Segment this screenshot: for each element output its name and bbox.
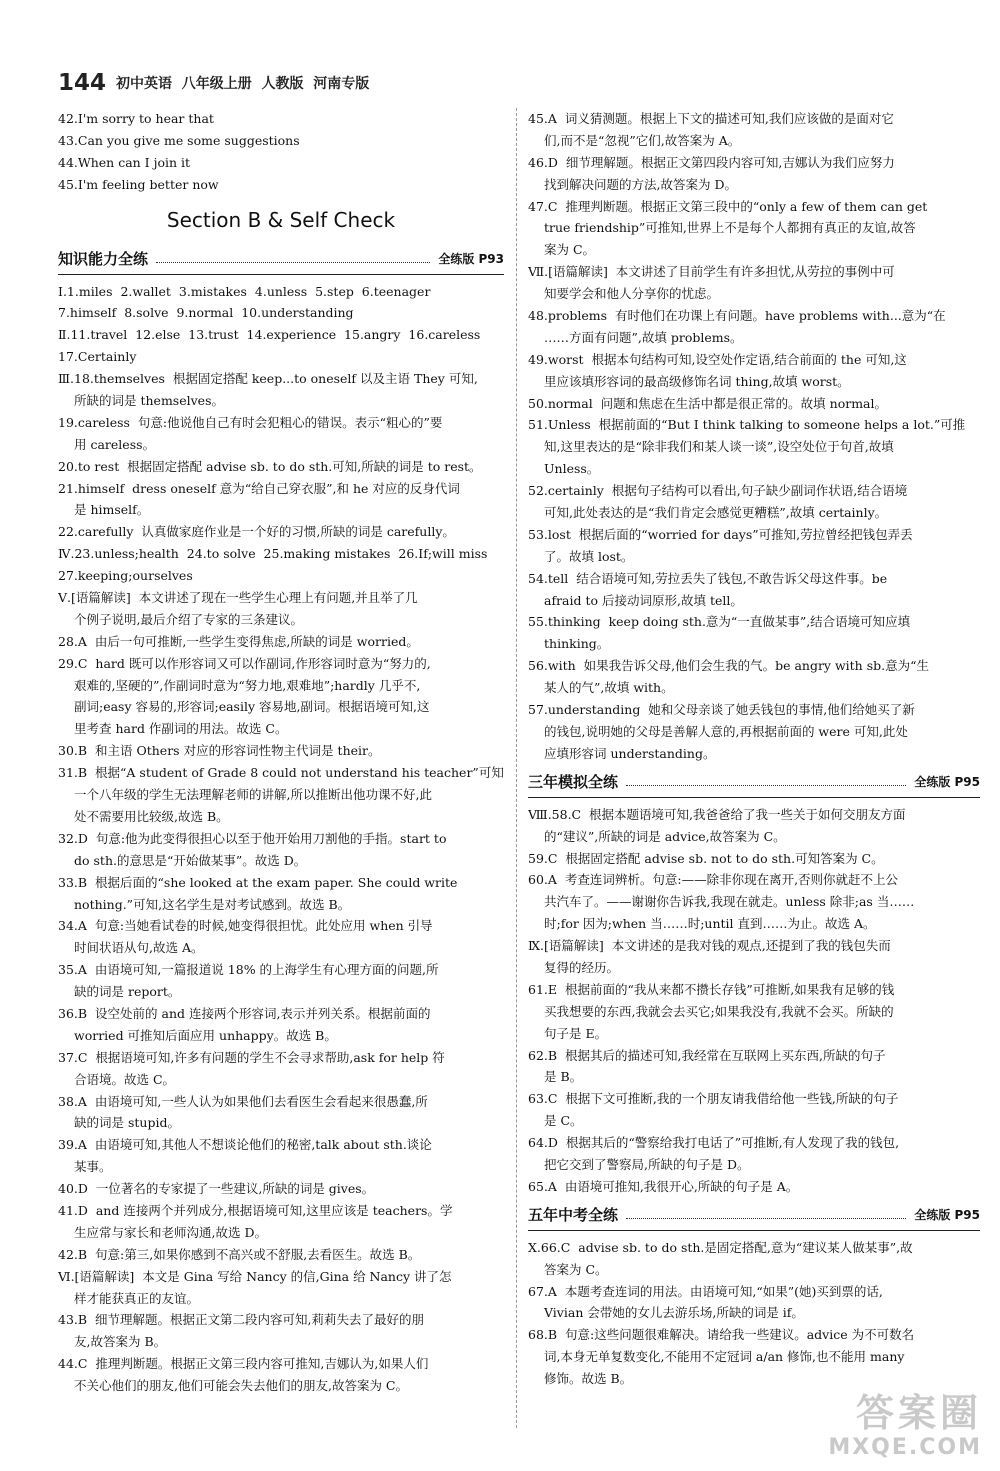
text-line: Ⅶ.[语篇解读] 本文讲述了目前学生有许多担忧,从劳拉的事例中可	[528, 264, 895, 280]
text-line: 个例子说明,最后介绍了专家的三条建议。	[74, 611, 303, 627]
text-line: 可知,此处表达的是“我们肯定会感觉更糟糕”,故填 certainly。	[544, 505, 888, 521]
text-line: 缺的词是 stupid。	[74, 1115, 180, 1131]
text-line: 33.B 根据后面的“she looked at the exam paper. She could write	[58, 874, 458, 890]
text-line: Ⅵ.[语篇解读] 本文是 Gina 写给 Nancy 的信,Gina 给 Nancy 讲了怎	[58, 1268, 452, 1284]
text-line: Ⅰ.1.miles 2.wallet 3.mistakes 4.unless 5.step 6.teenager	[58, 283, 431, 299]
left-column	[58, 108, 504, 1397]
text-line: 50.normal 问题和焦虑在生活中都是很正常的。故填 normal。	[528, 395, 888, 411]
text-line: 里应该填形容词的最高级修饰名词 thing,故填 worst。	[544, 373, 850, 389]
subheading-ref: 全练版 P93	[438, 251, 504, 266]
text-line: 词,本身无单复数变化,不能用不定冠词 a/an 修饰,也不能用 many	[544, 1349, 905, 1365]
text-line: 了。故填 lost。	[544, 548, 634, 564]
watermark	[828, 1391, 982, 1461]
text-line: 复得的经历。	[544, 959, 620, 975]
text-line: Unless。	[544, 461, 600, 477]
top-answers	[58, 108, 504, 196]
subheading-ref: 全练版 P95	[914, 774, 980, 789]
text-line: 知,这里表达的是“除非我们和某人谈一谈”,设空处位于句首,故填	[544, 439, 894, 455]
text-line: 的“建议”,所缺的词是 advice,故答案为 C。	[544, 828, 786, 844]
text-line: do sth.的意思是“开始做某事”。故选 D。	[74, 852, 307, 868]
text-line: 29.C hard 既可以作形容词又可以作副词,作形容词时意为“努力的,	[58, 655, 431, 671]
text-line: afraid to 后接动词原形,故填 tell。	[544, 592, 743, 608]
text-line: 应填形容词 understanding。	[544, 745, 716, 761]
column-divider	[516, 108, 517, 1428]
text-line: 17.Certainly	[58, 349, 137, 365]
text-line: 22.carefully 认真做家庭作业是一个好的习惯,所缺的词是 carefully。	[58, 524, 455, 540]
text-line: 修饰。故选 B。	[544, 1371, 633, 1387]
text-line: 49.worst 根据本句结构可知,设空处作定语,结合前面的 the 可知,这	[528, 351, 907, 367]
text-line: 某事。	[74, 1159, 112, 1175]
text-line: 60.A 考查连词辨析。句意:——除非你现在离开,否则你就赶不上公	[528, 872, 899, 888]
text-line: 找到解决问题的方法,故答案为 D。	[544, 176, 737, 192]
dotted-leader	[626, 1218, 906, 1219]
text-line: 里考查 hard 作副词的用法。故选 C。	[74, 721, 288, 737]
text-line: 35.A 由语境可知,一篇报道说 18% 的上海学生有心理方面的问题,所	[58, 962, 439, 978]
text-line: 7.himself 8.solve 9.normal 10.understanding	[58, 305, 354, 321]
text-line: 63.C 根据下文可推断,我的一个朋友请我借给他一些钱,所缺的句子	[528, 1091, 899, 1107]
text-line: 是 B。	[544, 1069, 583, 1085]
text-line: 56.with 如果我告诉父母,他们会生我的气。be angry with sb.意为“生	[528, 658, 929, 674]
text-line: 41.D and 连接两个并列成分,根据语境可知,这里应该是 teachers。学	[58, 1202, 453, 1218]
text-line: 39.A 由语境可知,其他人不想谈论他们的秘密,talk about sth.谈论	[58, 1137, 432, 1153]
text-line: 把它交到了警察局,所缺的句子是 D。	[544, 1156, 750, 1172]
text-line: 45.A 词义猜测题。根据上下文的描述可知,我们应该做的是面对它	[528, 111, 894, 126]
text-line: 艰难的,坚硬的”,作副词时意为“努力地,艰难地”;hardly 几乎不,	[74, 677, 421, 693]
text-line: 用 careless。	[74, 436, 156, 452]
text-line: Ⅷ.58.C 根据本题语境可知,我爸爸给了我一些关于如何交朋友方面	[528, 806, 906, 822]
subheading-name: 五年中考全练	[528, 1205, 619, 1224]
text-line: 38.A 由语境可知,一些人认为如果他们去看医生会看起来很愚蠢,所	[58, 1093, 428, 1109]
text-line: Ⅳ.23.unless;health 24.to solve 25.making mistakes 26.If;will miss	[58, 546, 488, 562]
subheading-five-year	[528, 1200, 980, 1231]
text-line: 不关心他们的朋友,他们可能会失去他们的朋友,故答案为 C。	[74, 1378, 408, 1394]
text-line: 44.C 推理判断题。根据正文第三段内容可推知,吉娜认为,如果人们	[58, 1356, 429, 1372]
subheading-name: 三年模拟全练	[528, 772, 619, 791]
text-line: 59.C 根据固定搭配 advise sb. not to do sth.可知答案为 C。	[528, 850, 884, 866]
text-line: 生应常与家长和老师沟通,故选 D。	[74, 1224, 267, 1240]
text-line: 知要学会和他人分享你的忧虑。	[544, 286, 720, 302]
text-line: 32.D 句意:他为此变得很担心以至于他开始用刀割他的手指。start to	[58, 830, 447, 846]
section-title: Section B & Self Check	[166, 207, 396, 232]
text-line: 57.understanding 她和父母亲谈了她丢钱包的事情,他们给她买了新	[528, 702, 915, 718]
text-line: 64.D 根据其后的“警察给我打电话了”可推断,有人发现了我的钱包,	[528, 1135, 900, 1151]
text-line: 67.A 本题考查连词的用法。由语境可知,“如果”(她)买到票的话,	[528, 1283, 883, 1299]
text-line: 某人的气”,故填 with。	[544, 680, 674, 696]
text-line: 52.certainly 根据句子结构可以看出,句子缺少副词作状语,结合语境	[528, 483, 908, 499]
text-line: 65.A 由语境可推知,我很开心,所缺的句子是 A。	[528, 1178, 799, 1194]
text-line: 案为 C。	[544, 242, 596, 258]
text-line: 53.lost 根据后面的“worried for days”可推知,劳拉曾经把钱包弄丢	[528, 526, 913, 542]
text-line: 是 himself。	[74, 502, 150, 518]
text-line: 62.B 根据其后的描述可知,我经常在互联网上买东西,所缺的句子	[528, 1047, 886, 1063]
answer-lines	[58, 281, 504, 1397]
text-line: Ⅴ.[语篇解读] 本文讲述了现在一些学生心理上有问题,并且举了几	[58, 590, 418, 606]
watermark-main: 答案圈	[855, 1391, 982, 1435]
text-line: 46.D 细节理解题。根据正文第四段内容可知,吉娜认为我们应努力	[528, 154, 895, 170]
text-line: 30.B 和主语 Others 对应的形容词性物主代词是 their。	[58, 743, 381, 759]
text-line: Ⅱ.11.travel 12.else 13.trust 14.experience 15.angry 16.careless	[58, 327, 481, 343]
text-line: 19.careless 句意:他说他自己有时会犯粗心的错误。表示“粗心的”要	[58, 414, 443, 430]
subheading-ref: 全练版 P95	[914, 1207, 980, 1222]
text-line: 68.B 句意:这些问题很难解决。请给我一些建议。advice 为不可数名	[528, 1327, 915, 1343]
text-line: ……方面有问题”,故填 problems。	[544, 329, 743, 345]
text-line: 合语境。故选 C。	[74, 1071, 176, 1087]
dotted-leader	[626, 785, 906, 786]
answer-block-2	[528, 804, 980, 1198]
text-line: 们,而不是“忽视”它们,故答案为 A。	[544, 132, 741, 148]
text-line: worried 可推知后面应用 unhappy。故选 B。	[74, 1027, 337, 1043]
text-line: 36.B 设空处前的 and 连接两个形容词,表示并列关系。根据前面的	[58, 1005, 431, 1021]
text-line: 42.I'm sorry to hear that	[58, 111, 214, 126]
text-line: 时;for 因为;when 当……时;until 直到……为止。故选 A。	[544, 916, 876, 932]
text-line: true friendship”可推知,世界上不是每个人都拥有真正的友谊,故答	[544, 220, 916, 236]
text-line: nothing.”可知,这名学生是对考试感到。故选 B。	[74, 896, 351, 912]
text-line: 40.D 一位著名的专家提了一些建议,所缺的词是 gives。	[58, 1181, 375, 1197]
page-header	[58, 66, 369, 100]
text-line: Ⅹ.66.C advise sb. to do sth.是固定搭配,意为“建议某人做某事”,故	[528, 1239, 913, 1255]
text-line: 处不需要用比较级,故选 B。	[74, 808, 229, 824]
text-line: 21.himself dress oneself 意为“给自己穿衣服”,和 he 对应的反身代词	[58, 480, 460, 496]
text-line: 句子是 E。	[544, 1025, 608, 1041]
text-line: 34.A 句意:当她看试卷的时候,她变得很担忧。此处应用 when 引导	[58, 918, 433, 934]
text-line: 37.C 根据语境可知,许多有问题的学生不会寻求帮助,ask for help 符	[58, 1049, 445, 1065]
text-line: thinking。	[544, 636, 610, 652]
text-line: 副词;easy 容易的,形容词;easily 容易地,副词。根据语境可知,这	[74, 699, 430, 715]
text-line: 是 C。	[544, 1113, 583, 1129]
text-line: 20.to rest 根据固定搭配 advise sb. to do sth.可知,所缺的词是 to rest。	[58, 458, 482, 474]
watermark-url: MXQE.COM	[828, 1435, 982, 1460]
text-line: 28.A 由后一句可推断,一些学生变得焦虑,所缺的词是 worried。	[58, 633, 419, 649]
text-line: 43.B 细节理解题。根据正文第二段内容可知,莉莉失去了最好的朋	[58, 1312, 424, 1328]
text-line: 缺的词是 report。	[74, 984, 181, 1000]
text-line: 48.problems 有时他们在功课上有问题。have problems with...意为“在	[528, 308, 946, 324]
text-line: 44.When can I join it	[58, 154, 191, 170]
text-line: 的钱包,说明她的父母是善解人意的,再根据前面的 were 可知,此处	[544, 723, 908, 739]
text-line: 47.C 推理判断题。根据正文第三段中的“only a few of them can get	[528, 198, 928, 214]
text-line: 42.B 句意:第三,如果你感到不高兴或不舒服,去看医生。故选 B。	[58, 1246, 421, 1262]
subheading-name: 知识能力全练	[58, 249, 149, 268]
text-line: 共汽车了。——谢谢你告诉我,我现在就走。unless 除非;as 当……	[544, 894, 915, 910]
text-line: 61.E 根据前面的“我从来都不攒长存钱”可推断,如果我有足够的钱	[528, 981, 895, 997]
text-line: 答案为 C。	[544, 1261, 608, 1277]
dotted-leader	[156, 262, 430, 263]
text-line: 31.B 根据“A student of Grade 8 could not understand his teacher”可知	[58, 765, 504, 781]
text-line: Ⅲ.18.themselves 根据固定搭配 keep...to oneself 以及主语 They 可知,	[58, 371, 478, 387]
text-line: 51.Unless 根据前面的“But I think talking to someone helps a lot.”可推	[528, 417, 966, 433]
text-line: 54.tell 结合语境可知,劳拉丢失了钱包,不敢告诉父母这件事。be	[528, 570, 888, 586]
text-line: 一个八年级的学生无法理解老师的讲解,所以推断出他功课不好,此	[74, 787, 432, 803]
text-line: 45.I'm feeling better now	[58, 176, 219, 192]
text-line: 55.thinking keep doing sth.意为“一直做某事”,结合语境可知应填	[528, 614, 911, 630]
text-line: 时间状语从句,故选 A。	[74, 940, 204, 956]
text-line: 样才能获真正的友谊。	[74, 1290, 200, 1306]
text-line: 43.Can you give me some suggestions	[58, 132, 300, 148]
subheading-knowledge	[58, 244, 504, 275]
text-line: Ⅸ.[语篇解读] 本文讲述的是我对钱的观点,还提到了我的钱包失而	[528, 938, 891, 954]
subheading-three-year	[528, 767, 980, 798]
text-line: 买我想要的东西,我就会去买它;如果我没有,我就不会买。所缺的	[544, 1003, 894, 1019]
text-line: Vivian 会带她的女儿去游乐场,所缺的词是 if。	[544, 1305, 804, 1321]
page-number: 144	[58, 70, 107, 96]
book-title: 初中英语 八年级上册 人教版 河南专版	[116, 76, 370, 92]
answer-block-1	[528, 108, 980, 765]
text-line: 27.keeping;ourselves	[58, 568, 193, 584]
text-line: 友,故答案为 B。	[74, 1334, 167, 1350]
right-column	[528, 108, 980, 1390]
answer-block-3	[528, 1237, 980, 1390]
text-line: 所缺的词是 themselves。	[74, 393, 224, 409]
